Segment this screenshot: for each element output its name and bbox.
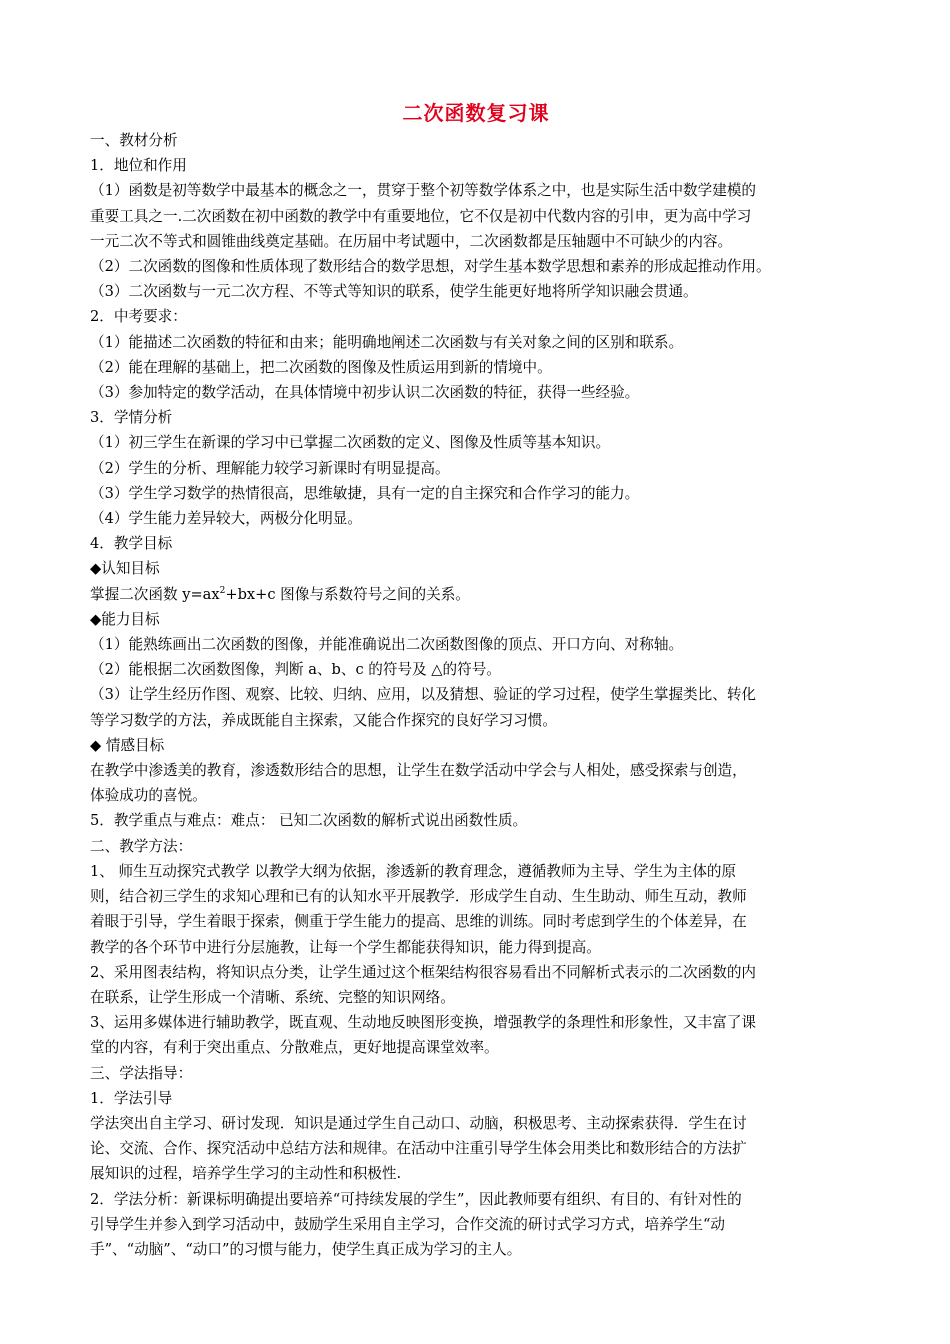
- text-line: 则，结合初三学生的求知心理和已有的认知水平开展教学．形成学生自动、生生助动、师生互动，教师: [90, 888, 747, 906]
- text-line: 2、采用图表结构，将知识点分类，让学生通过这个框架结构很容易看出不同解析式表示的二次函数的内: [90, 963, 757, 981]
- document-title: 二次函数复习课: [402, 101, 550, 125]
- text-line: （3）参加特定的数学活动，在具体情境中初步认识二次函数的特征，获得一些经验。: [90, 384, 640, 402]
- text-line: （3）学生学习数学的热情很高，思维敏捷，具有一定的自主探究和合作学习的能力。: [90, 484, 640, 502]
- text-line: （4）学生能力差异较大，两极分化明显。: [90, 510, 362, 528]
- text-line: （2）二次函数的图像和性质体现了数形结合的数学思想，对学生基本数学思想和素养的形成起推动作用。: [90, 258, 771, 276]
- text-line: 二、教学方法：: [90, 837, 193, 855]
- text-line: 展知识的过程，培养学生学习的主动性和积极性.: [90, 1165, 402, 1183]
- text-line: 4．教学目标: [90, 535, 173, 553]
- formula-suffix: +bx+c 图像与系数符号之间的关系。: [225, 585, 470, 603]
- text-line: （3）二次函数与一元二次方程、不等式等知识的联系，使学生能更好地将所学知识融会贯通。: [90, 283, 698, 301]
- text-line: 一、教材分析: [90, 132, 178, 149]
- text-line: （1）函数是初等数学中最基本的概念之一，贯穿于整个初等数学体系之中，也是实际生活中数学建模的: [90, 182, 757, 200]
- text-line: 1、 师生互动探究式教学 以教学大纲为依据，渗透新的教育理念，遵循教师为主导、学生为主体的原: [90, 862, 737, 880]
- text-line: （1）初三学生在新课的学习中已掌握二次函数的定义、图像及性质等基本知识。: [90, 434, 611, 452]
- text-line: ◆认知目标: [90, 560, 160, 578]
- text-line: 重要工具之一.二次函数在初中函数的教学中有重要地位，它不仅是初中代数内容的引申，更为高中学习: [90, 207, 752, 225]
- text-line: 1．学法引导: [90, 1089, 173, 1107]
- text-line: 着眼于引导，学生着眼于探索，侧重于学生能力的提高、思维的训练。同时考虑到学生的个体差异，在: [90, 913, 747, 931]
- text-line: ◆能力目标: [90, 610, 160, 628]
- text-line: （1）能描述二次函数的特征和由来；能明确地阐述二次函数与有关对象之间的区别和联系。: [90, 333, 684, 351]
- text-line: （2）学生的分析、理解能力较学习新课时有明显提高。: [90, 459, 450, 477]
- formula-line: [90, 582, 862, 607]
- text-line: （2）能在理解的基础上，把二次函数的图像及性质运用到新的情境中。: [90, 358, 552, 376]
- text-line: 2．中考要求：: [90, 308, 187, 326]
- text-line: 论、交流、合作、探究活动中总结方法和规律。在活动中注重引导学生体会用类比和数形结合的方法扩: [90, 1140, 747, 1158]
- text-line: 教学的各个环节中进行分层施教，让每一个学生都能获得知识，能力得到提高。: [90, 938, 601, 956]
- text-line: 3．学情分析: [90, 409, 173, 427]
- document-page: [90, 98, 862, 1262]
- document-body: [90, 128, 862, 1262]
- text-line: 堂的内容，有利于突出重点、分散难点，更好地提高课堂效率。: [90, 1039, 499, 1057]
- text-line: 1．地位和作用: [90, 157, 187, 175]
- text-line: 学法突出自主学习、研讨发现．知识是通过学生自己动口、动脑，积极思考、主动探索获得．学生在讨: [90, 1114, 747, 1132]
- text-line: 手”、“动脑”、“动口”的习惯与能力，使学生真正成为学习的主人。: [90, 1240, 522, 1258]
- text-line: （2）能根据二次函数图像，判断 a、b、c 的符号及 △的符号。: [90, 661, 501, 679]
- text-line: 等学习数学的方法，养成既能自主探索，又能合作探究的良好学习习惯。: [90, 711, 558, 729]
- text-line: 三、学法指导：: [90, 1064, 193, 1082]
- text-line: （1）能熟练画出二次函数的图像，并能准确说出二次函数图像的顶点、开口方向、对称轴。: [90, 636, 684, 654]
- text-line: （3）让学生经历作图、观察、比较、归纳、应用，以及猜想、验证的学习过程，使学生掌握类比、转化: [90, 686, 757, 704]
- text-line: 引导学生并参入到学习活动中，鼓励学生采用自主学习，合作交流的研讨式学习方式，培养学生“动: [90, 1215, 725, 1233]
- text-line: 2．学法分析：新课标明确提出要培养“可持续发展的学生”，因此教师要有组织、有目的、有针对性的: [90, 1190, 742, 1208]
- text-line: ◆ 情感目标: [90, 736, 165, 754]
- text-line: 一元二次不等式和圆锥曲线奠定基础。在历届中考试题中，二次函数都是压轴题中不可缺少的内容。: [90, 232, 733, 250]
- formula-prefix: 掌握二次函数 y=ax: [90, 585, 220, 603]
- text-line: 3、运用多媒体进行辅助教学，既直观、生动地反映图形变换，增强教学的条理性和形象性，又丰富了课: [90, 1014, 757, 1032]
- formula-exponent: 2: [219, 585, 226, 596]
- text-line: 在教学中渗透美的教育，渗透数形结合的思想，让学生在数学活动中学会与人相处，感受探索与创造，: [90, 762, 747, 780]
- text-line: 体验成功的喜悦。: [90, 787, 207, 805]
- text-line: 5．教学重点与难点：难点： 已知二次函数的解析式说出函数性质。: [90, 812, 528, 830]
- text-line: 在联系，让学生形成一个清晰、系统、完整的知识网络。: [90, 988, 455, 1006]
